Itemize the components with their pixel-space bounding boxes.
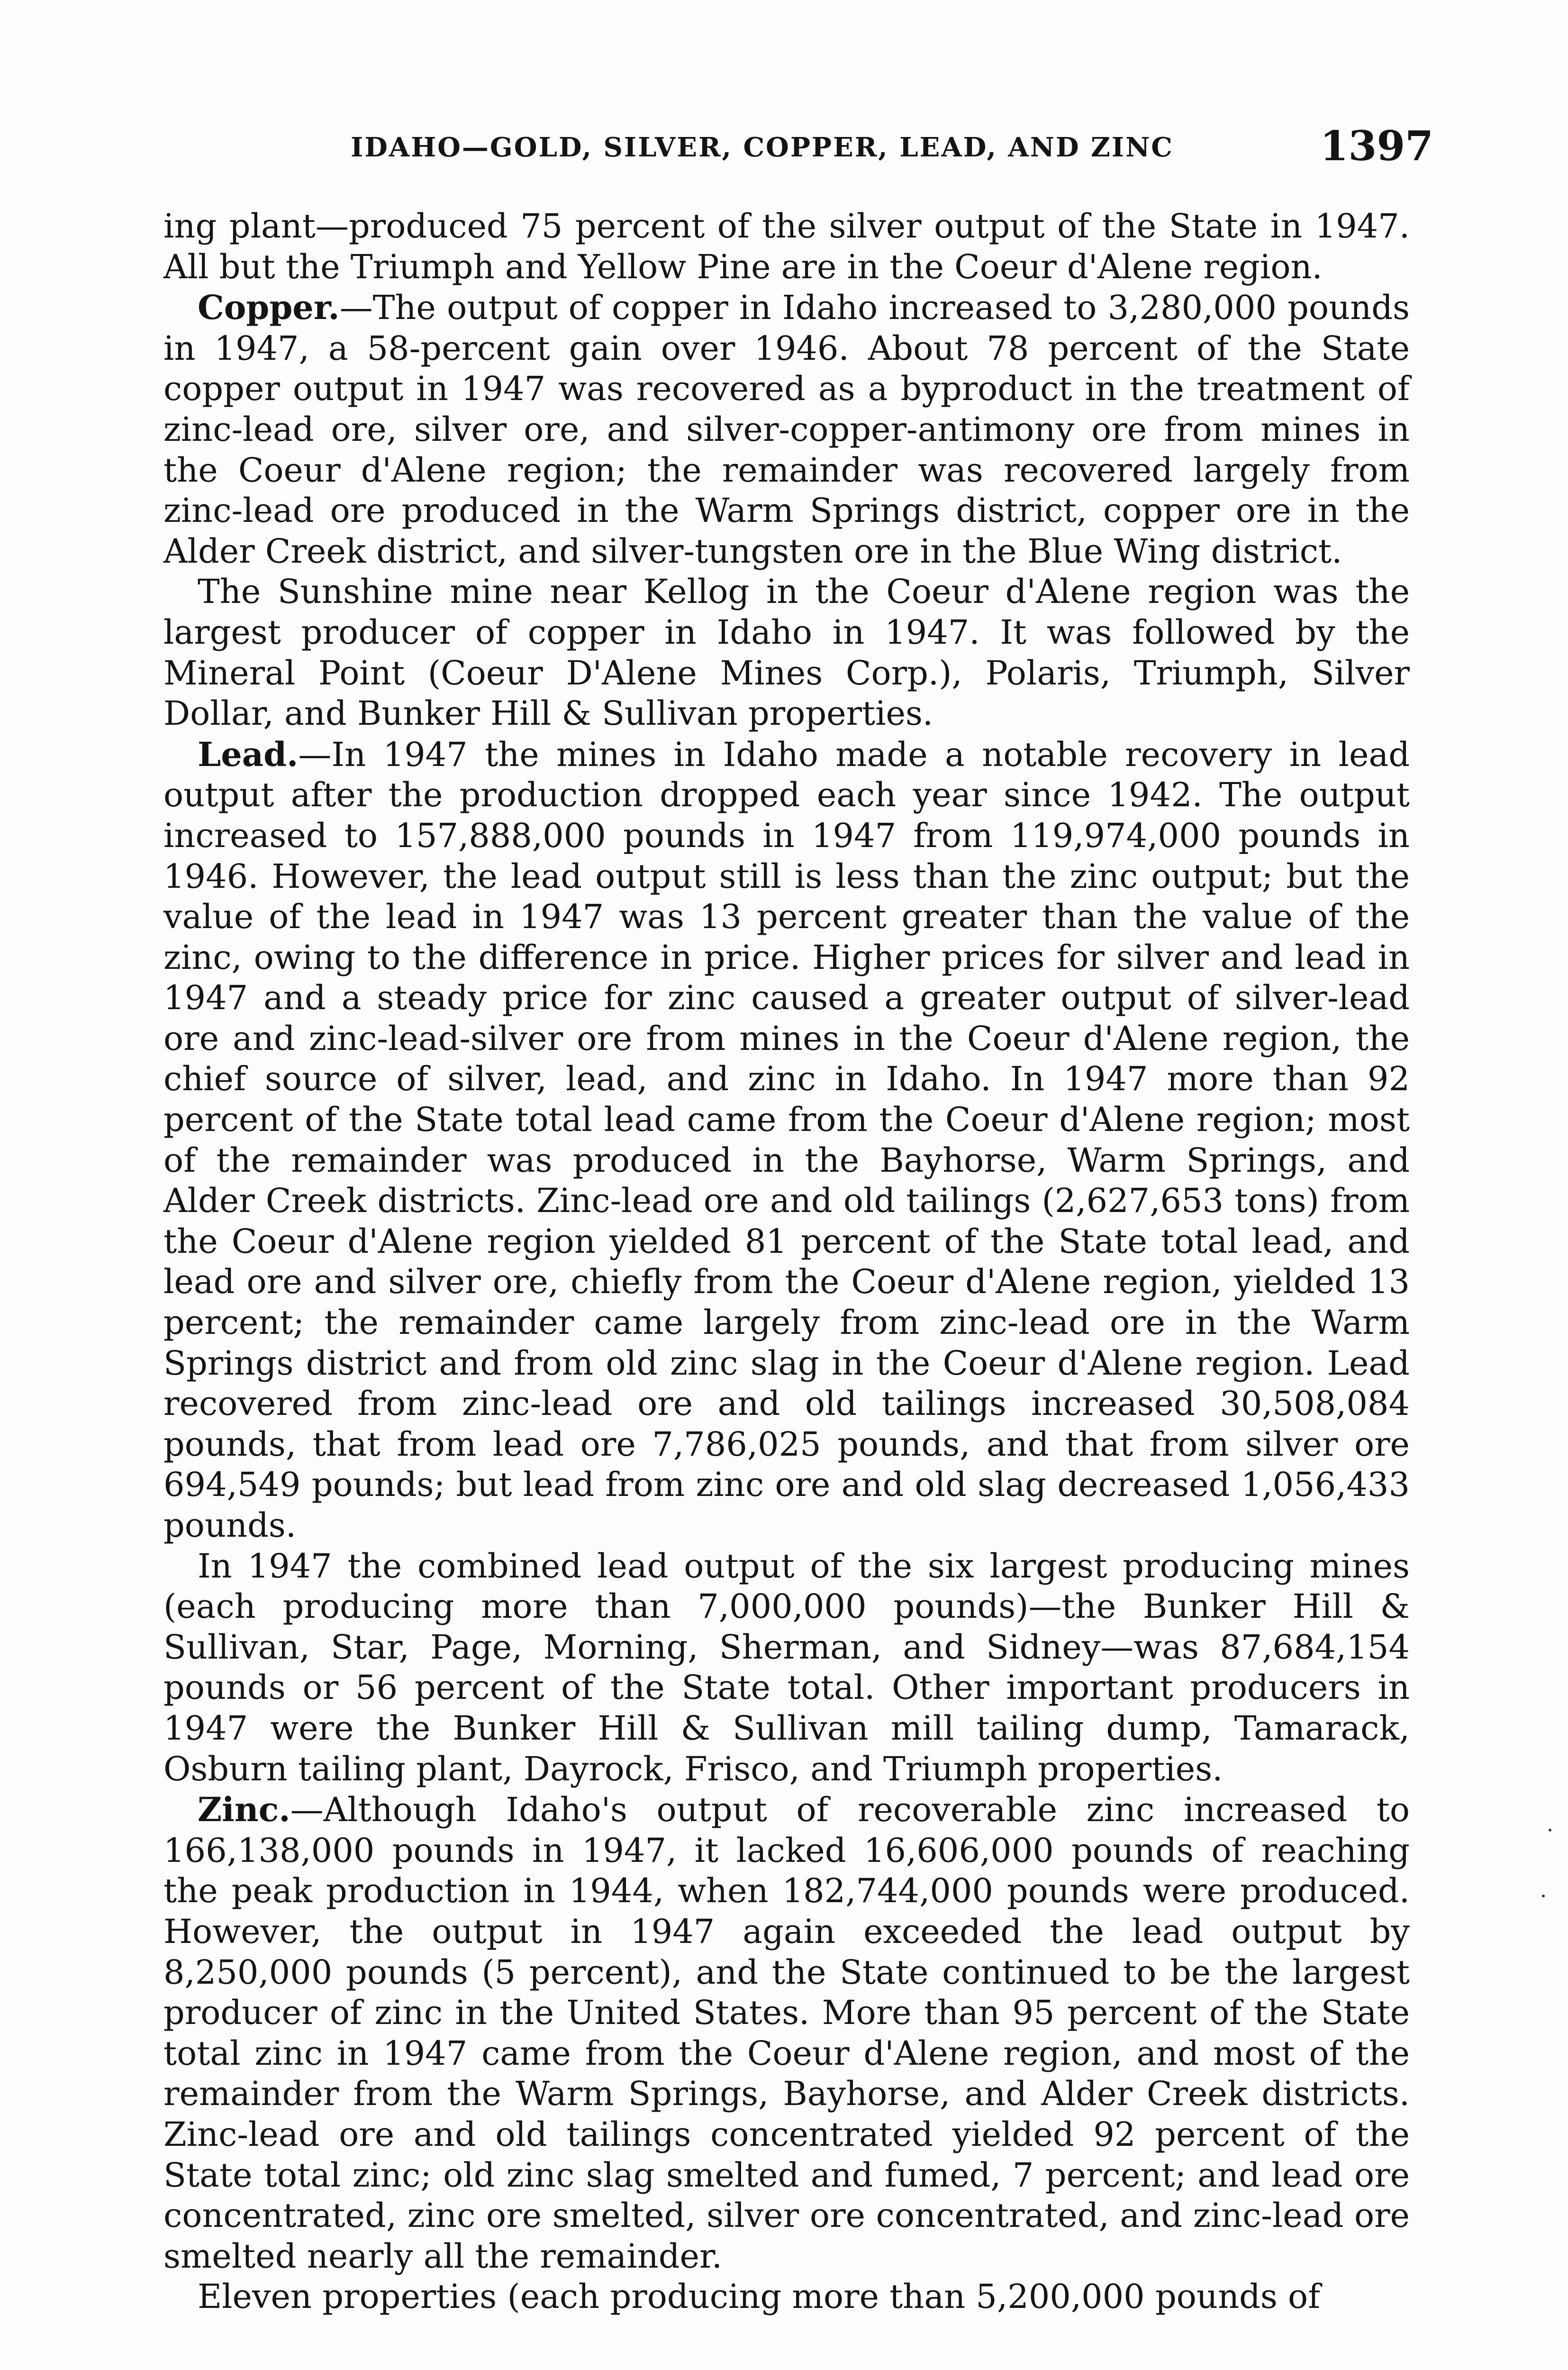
section-lead-zinc: Zinc. [198,1790,290,1830]
paragraph-eleven-properties [163,2277,1410,2317]
paragraph-lead [163,734,1410,1546]
paragraph-sunshine [163,572,1410,734]
paragraph-text: —The output of copper in Idaho increased to 3,280,000 pounds in 1947, a 58-percent gain over 1946. About 78 percent of the State copper output in 1947 was recovered as a byproduct in the treatment of zinc-lead ore, silver ore, and silver-copper-antimony ore from mines in the Coeur d'Alene region; the remainder was recovered largely from zinc-lead ore produced in the Warm Springs district, copper ore in the Alder Creek district, and silver-tungsten ore in the Blue Wing district. [163,288,1410,571]
paragraph-text: —In 1947 the mines in Idaho made a notable recovery in lead output after the production dropped each year since 1942. The output increased to 157,888,000 pounds in 1947 from 119,974,000 pounds in 1946. However, the lead output still is less than the zinc output; but the value of the lead in 1947 was 13 percent greater than the value of the zinc, owing to the difference in price. Higher prices for silver and lead in 1947 and a steady price for zinc caused a greater output of silver-lead ore and zinc-lead-silver ore from mines in the Coeur d'Alene region, the chief source of silver, lead, and zinc in Idaho. In 1947 more than 92 percent of the State total lead came from the Coeur d'Alene region; most of the remainder was produced in the Bayhorse, Warm Springs, and Alder Creek districts. Zinc-lead ore and old tailings (2,627,653 tons) from the Coeur d'Alene region yielded 81 percent of the State total lead, and lead ore and silver ore, chiefly from the Coeur d'Alene region, yielded 13 percent; the remainder came largely from zinc-lead ore in the Warm Springs district and from old zinc slag in the Coeur d'Alene region. Lead recovered from zinc-lead ore and old tailings increased 30,508,084 pounds, that from lead ore 7,786,025 pounds, and that from silver ore 694,549 pounds; but lead from zinc ore and old slag decreased 1,056,433 pounds. [163,735,1410,1545]
print-speck [1542,1895,1545,1897]
paragraph-text: ing plant—produced 75 percent of the silver output of the State in 1947. All but the Triumph and Yellow Pine are in the Coeur d'Alene region. [163,207,1410,286]
page-number: 1397 [1320,122,1433,170]
print-speck [1549,1829,1551,1832]
paragraph-text: Eleven properties (each producing more than 5,200,000 pounds of [198,2277,1321,2316]
paragraph-continuation [163,206,1410,287]
paragraph-text: —Although Idaho's output of recoverable zinc increased to 166,138,000 pounds in 1947, it lacked 16,606,000 pounds of reaching the peak production in 1944, when 182,744,000 pounds were produced. However, the output in 1947 again exceeded the lead output by 8,250,000 pounds (5 percent), and the State continued to be the largest producer of zinc in the United States. More than 95 percent of the State total zinc in 1947 came from the Coeur d'Alene region, and most of the remainder from the Warm Springs, Bayhorse, and Alder Creek districts. Zinc-lead ore and old tailings concentrated yielded 92 percent of the State total zinc; old zinc slag smelted and fumed, 7 percent; and lead ore concentrated, zinc ore smelted, silver ore concentrated, and zinc-lead ore smelted nearly all the remainder. [163,1790,1410,2276]
section-lead-lead: Lead. [198,734,299,774]
body-text [163,206,1410,2317]
paragraph-text: In 1947 the combined lead output of the six largest producing mines (each producing more than 7,000,000 pounds)—the Bunker Hill & Sullivan, Star, Page, Morning, Sherman, and Sidney—was 87,684,154 pounds or 56 percent of the State total. Other important producers in 1947 were the Bunker Hill & Sullivan mill tailing dump, Tamarack, Osburn tailing plant, Dayrock, Frisco, and Triumph properties. [163,1546,1410,1788]
paragraph-zinc [163,1789,1410,2277]
paragraph-text: The Sunshine mine near Kellog in the Coeur d'Alene region was the largest producer of copper in Idaho in 1947. It was followed by the Mineral Point (Coeur D'Alene Mines Corp.), Polaris, Triumph, Silver Dollar, and Bunker Hill & Sullivan properties. [163,572,1410,733]
section-lead-copper: Copper. [198,288,340,328]
running-head: IDAHO—GOLD, SILVER, COPPER, LEAD, AND ZINC [351,132,1174,163]
paragraph-lead-producers [163,1546,1410,1790]
paragraph-copper [163,287,1410,572]
page-header [163,122,1433,174]
